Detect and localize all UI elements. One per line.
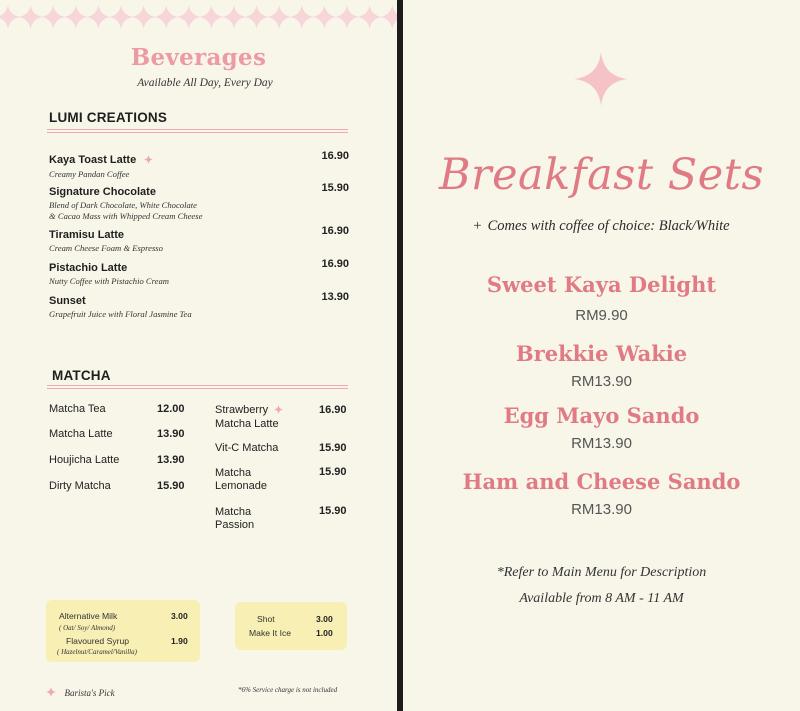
matcha-item-name	[215, 442, 278, 455]
matcha-item-name: Houjicha Latte	[49, 454, 120, 466]
matcha-item-price: 12.00	[157, 403, 185, 415]
border-star	[335, 5, 359, 29]
addons-box-left	[46, 600, 200, 662]
item-description: Blend of Dark Chocolate, White Chocolate	[49, 200, 197, 210]
beverages-page	[0, 0, 397, 711]
border-star	[132, 5, 156, 29]
baristas-pick-legend	[46, 683, 115, 702]
matcha-item-name	[215, 404, 283, 431]
border-star	[86, 5, 110, 29]
item-price: 13.90	[321, 291, 349, 303]
matcha-item-price: 13.90	[157, 428, 185, 440]
baristas-pick-star-icon	[274, 405, 283, 418]
item-description-line2: & Cacao Mass with Whipped Cream Cheese	[49, 211, 203, 221]
matcha-item-name-line1: Matcha	[215, 467, 252, 479]
matcha-item-name: Matcha Tea	[49, 403, 106, 415]
beverages-title: Beverages	[130, 44, 267, 71]
border-star	[19, 5, 43, 29]
matcha-item-name-line1: Strawberry	[215, 404, 269, 416]
plus-icon: +	[473, 218, 482, 234]
set-name: Ham and Cheese Sando	[462, 469, 741, 494]
menu-item	[49, 225, 349, 254]
item-name: Kaya Toast Latte	[49, 154, 137, 166]
matcha-item-name	[215, 467, 267, 493]
item-name: Tiramisu Latte	[49, 229, 124, 241]
menu-item	[49, 150, 349, 180]
border-star	[109, 5, 133, 29]
matcha-item-name: Dirty Matcha	[49, 480, 111, 492]
breakfast-page	[403, 0, 800, 711]
item-price: 16.90	[321, 258, 349, 270]
menu-item	[49, 258, 349, 287]
matcha-item-name-line2: Passion	[215, 519, 255, 531]
addon-options: ( Hazelnut/Caramel/Vanilla)	[57, 648, 137, 656]
set-price: RM9.90	[575, 307, 628, 324]
border-star	[312, 5, 336, 29]
lumi-divider	[47, 129, 348, 133]
border-star	[358, 5, 382, 29]
border-star	[64, 5, 88, 29]
item-description: Grapefruit Juice with Floral Jasmine Tea	[49, 309, 192, 319]
border-star	[380, 5, 397, 29]
item-name: Sunset	[49, 295, 86, 307]
addon-name: Shot	[257, 614, 275, 624]
description-note: *Refer to Main Menu for Description	[496, 565, 707, 580]
addon-name: Alternative Milk	[59, 611, 118, 621]
matcha-item-name-line1: Vit-C Matcha	[215, 442, 279, 454]
set-price: RM13.90	[571, 501, 632, 518]
border-star	[0, 5, 20, 29]
matcha-item-name-line1: Matcha	[215, 506, 252, 518]
border-star	[199, 5, 223, 29]
baristas-pick-star-icon	[46, 684, 56, 702]
matcha-item-price: 16.90	[319, 404, 347, 416]
baristas-pick-label: Barista's Pick	[64, 688, 115, 698]
matcha-item-name-line2: Lemonade	[215, 480, 267, 492]
matcha-item-price: 15.90	[319, 505, 347, 517]
service-charge-note: *6% Service charge is not included	[238, 686, 338, 694]
set-name: Brekkie Wakie	[515, 341, 688, 366]
matcha-item-price: 15.90	[319, 442, 347, 454]
beverages-subtitle: Available All Day, Every Day	[137, 77, 273, 89]
border-star	[222, 5, 246, 29]
lumi-creations-heading: LUMI CREATIONS	[49, 110, 168, 125]
menu-item	[49, 291, 349, 320]
baristas-pick-star-icon	[144, 151, 153, 169]
item-description: Nutty Coffee with Pistachio Cream	[49, 276, 169, 286]
border-star	[41, 5, 65, 29]
item-price: 15.90	[321, 182, 349, 194]
menu-item	[49, 182, 349, 222]
set-price: RM13.90	[571, 435, 632, 452]
addons-box-right	[235, 602, 347, 650]
matcha-divider	[47, 385, 348, 389]
item-description: Creamy Pandan Coffee	[49, 169, 130, 179]
item-price: 16.90	[321, 150, 349, 162]
addon-name: Flavoured Syrup	[66, 636, 130, 646]
matcha-item-price: 15.90	[319, 466, 347, 478]
addon-price: 1.90	[171, 636, 188, 646]
border-star	[245, 5, 269, 29]
matcha-item-name: Matcha Latte	[49, 428, 113, 440]
item-price: 16.90	[321, 225, 349, 237]
set-name: Egg Mayo Sando	[503, 403, 700, 428]
availability-hours: Available from 8 AM - 11 AM	[519, 591, 684, 606]
addon-price: 1.00	[316, 628, 333, 638]
sparkle-star-icon	[574, 52, 628, 111]
breakfast-subtitle-text: Comes with coffee of choice: Black/White	[487, 218, 730, 234]
matcha-item-name-line2: Matcha Latte	[215, 418, 279, 430]
border-star	[267, 5, 291, 29]
addon-price: 3.00	[171, 611, 188, 621]
addon-price: 3.00	[316, 614, 333, 624]
addon-name: Make It Ice	[249, 628, 292, 638]
border-star	[154, 5, 178, 29]
addon-options: ( Oat/ Soy/ Almond)	[59, 624, 116, 632]
matcha-item-price: 13.90	[157, 454, 185, 466]
matcha-heading: MATCHA	[52, 368, 111, 383]
border-star	[290, 5, 314, 29]
item-name: Pistachio Latte	[49, 262, 128, 274]
star-border	[0, 0, 397, 34]
item-description: Cream Cheese Foam & Espresso	[49, 243, 163, 253]
matcha-item-name	[215, 506, 254, 532]
set-name: Sweet Kaya Delight	[486, 272, 717, 297]
star-border-icon	[0, 0, 397, 34]
breakfast-subtitle	[403, 218, 800, 235]
breakfast-title: Breakfast Sets	[438, 150, 765, 200]
border-star	[177, 5, 201, 29]
set-price: RM13.90	[571, 373, 632, 390]
matcha-item-price: 15.90	[157, 480, 185, 492]
item-name: Signature Chocolate	[49, 186, 156, 198]
